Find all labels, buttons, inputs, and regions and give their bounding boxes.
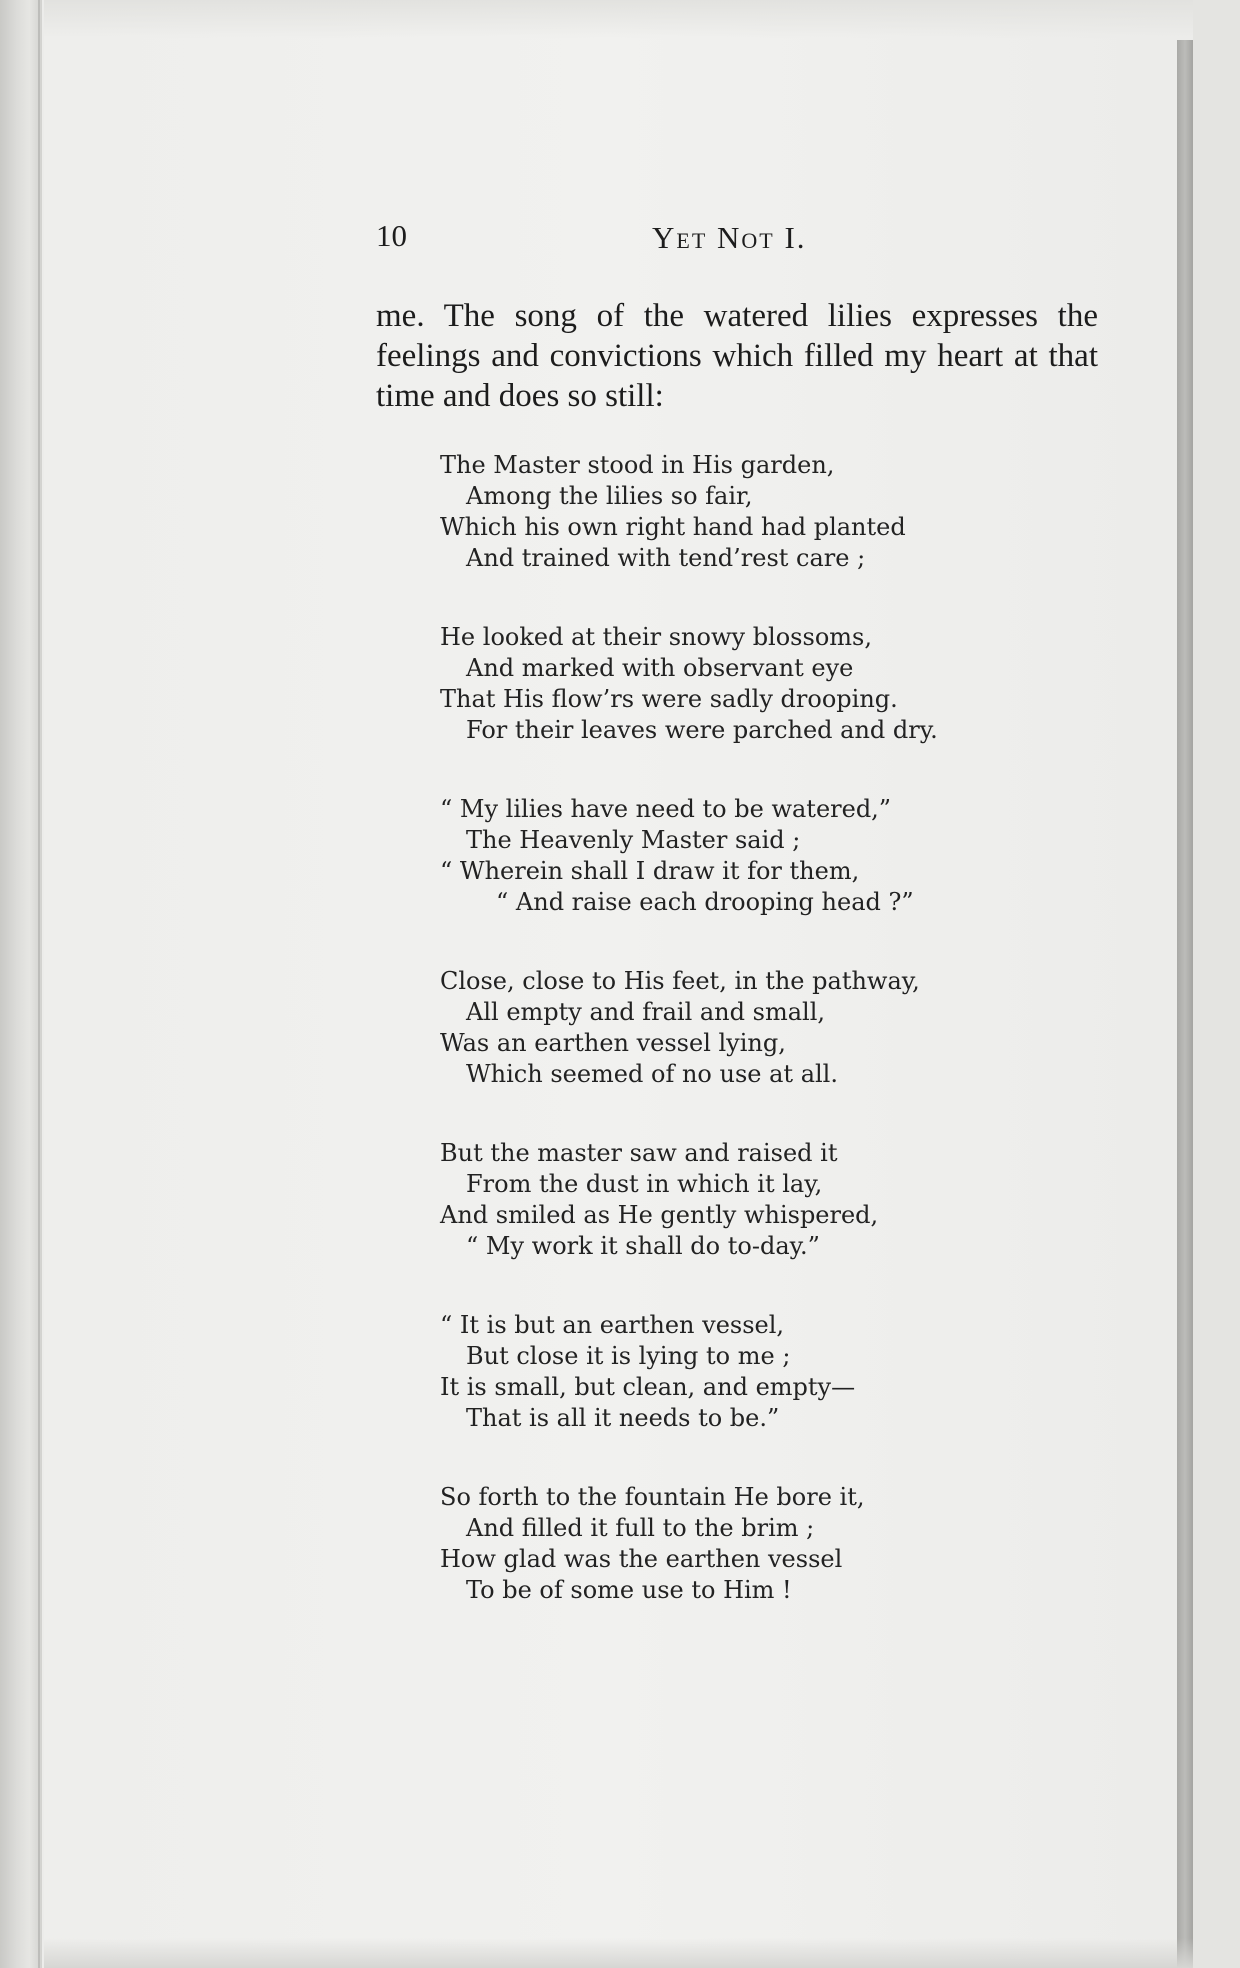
poem-line: Was an earthen vessel lying, bbox=[440, 1029, 786, 1057]
poem-line: Close, close to His feet, in the pathway, bbox=[440, 967, 920, 995]
book-binding-edge bbox=[0, 0, 42, 1968]
poem bbox=[440, 450, 1100, 1654]
page-number: 10 bbox=[376, 218, 407, 253]
prose-paragraph: me. The song of the watered lilies expresses the feelings and convictions which filled my heart at that time and does so still: bbox=[376, 298, 1098, 414]
poem-stanza bbox=[440, 1138, 1100, 1262]
poem-line: And filled it full to the brim ; bbox=[466, 1514, 815, 1542]
poem-line: How glad was the earthen vessel bbox=[440, 1545, 843, 1573]
poem-line: “ And raise each drooping head ?” bbox=[496, 888, 914, 916]
poem-line: Among the lilies so fair, bbox=[466, 482, 753, 510]
poem-line: But the master saw and raised it bbox=[440, 1139, 838, 1167]
poem-stanza bbox=[440, 794, 1100, 918]
poem-stanza bbox=[440, 966, 1100, 1090]
poem-stanza bbox=[440, 1310, 1100, 1434]
poem-line: He looked at their snowy blossoms, bbox=[440, 623, 872, 651]
poem-line: And marked with observant eye bbox=[466, 654, 854, 682]
poem-line: But close it is lying to me ; bbox=[466, 1342, 791, 1370]
poem-line: The Master stood in His garden, bbox=[440, 451, 835, 479]
poem-stanza bbox=[440, 450, 1100, 574]
page-bottom-shadow bbox=[44, 1938, 1193, 1968]
poem-line: And trained with tend’rest care ; bbox=[466, 544, 866, 572]
page-top-shadow bbox=[44, 0, 1193, 38]
poem-line: “ Wherein shall I draw it for them, bbox=[440, 857, 860, 885]
poem-line: Which his own right hand had planted bbox=[440, 513, 906, 541]
poem-line: Which seemed of no use at all. bbox=[466, 1060, 838, 1088]
poem-line: For their leaves were parched and dry. bbox=[466, 716, 938, 744]
scan-background bbox=[1193, 0, 1240, 1968]
poem-line: All empty and frail and small, bbox=[466, 998, 825, 1026]
poem-stanza bbox=[440, 1482, 1100, 1606]
poem-line: It is small, but clean, and empty— bbox=[440, 1373, 856, 1401]
poem-line: And smiled as He gently whispered, bbox=[440, 1201, 879, 1229]
poem-stanza bbox=[440, 622, 1100, 746]
poem-line: That is all it needs to be.” bbox=[466, 1404, 780, 1432]
poem-line: To be of some use to Him ! bbox=[466, 1576, 792, 1604]
page-fore-edge bbox=[1177, 40, 1193, 1968]
poem-line: From the dust in which it lay, bbox=[466, 1170, 823, 1198]
poem-line: “ My work it shall do to-day.” bbox=[466, 1232, 820, 1260]
running-head: Yet Not I. bbox=[652, 220, 807, 255]
poem-line: “ My lilies have need to be watered,” bbox=[440, 795, 892, 823]
poem-line: That His flow’rs were sadly drooping. bbox=[440, 685, 898, 713]
poem-line: The Heavenly Master said ; bbox=[466, 826, 801, 854]
poem-line: “ It is but an earthen vessel, bbox=[440, 1311, 785, 1339]
poem-line: So forth to the fountain He bore it, bbox=[440, 1483, 865, 1511]
